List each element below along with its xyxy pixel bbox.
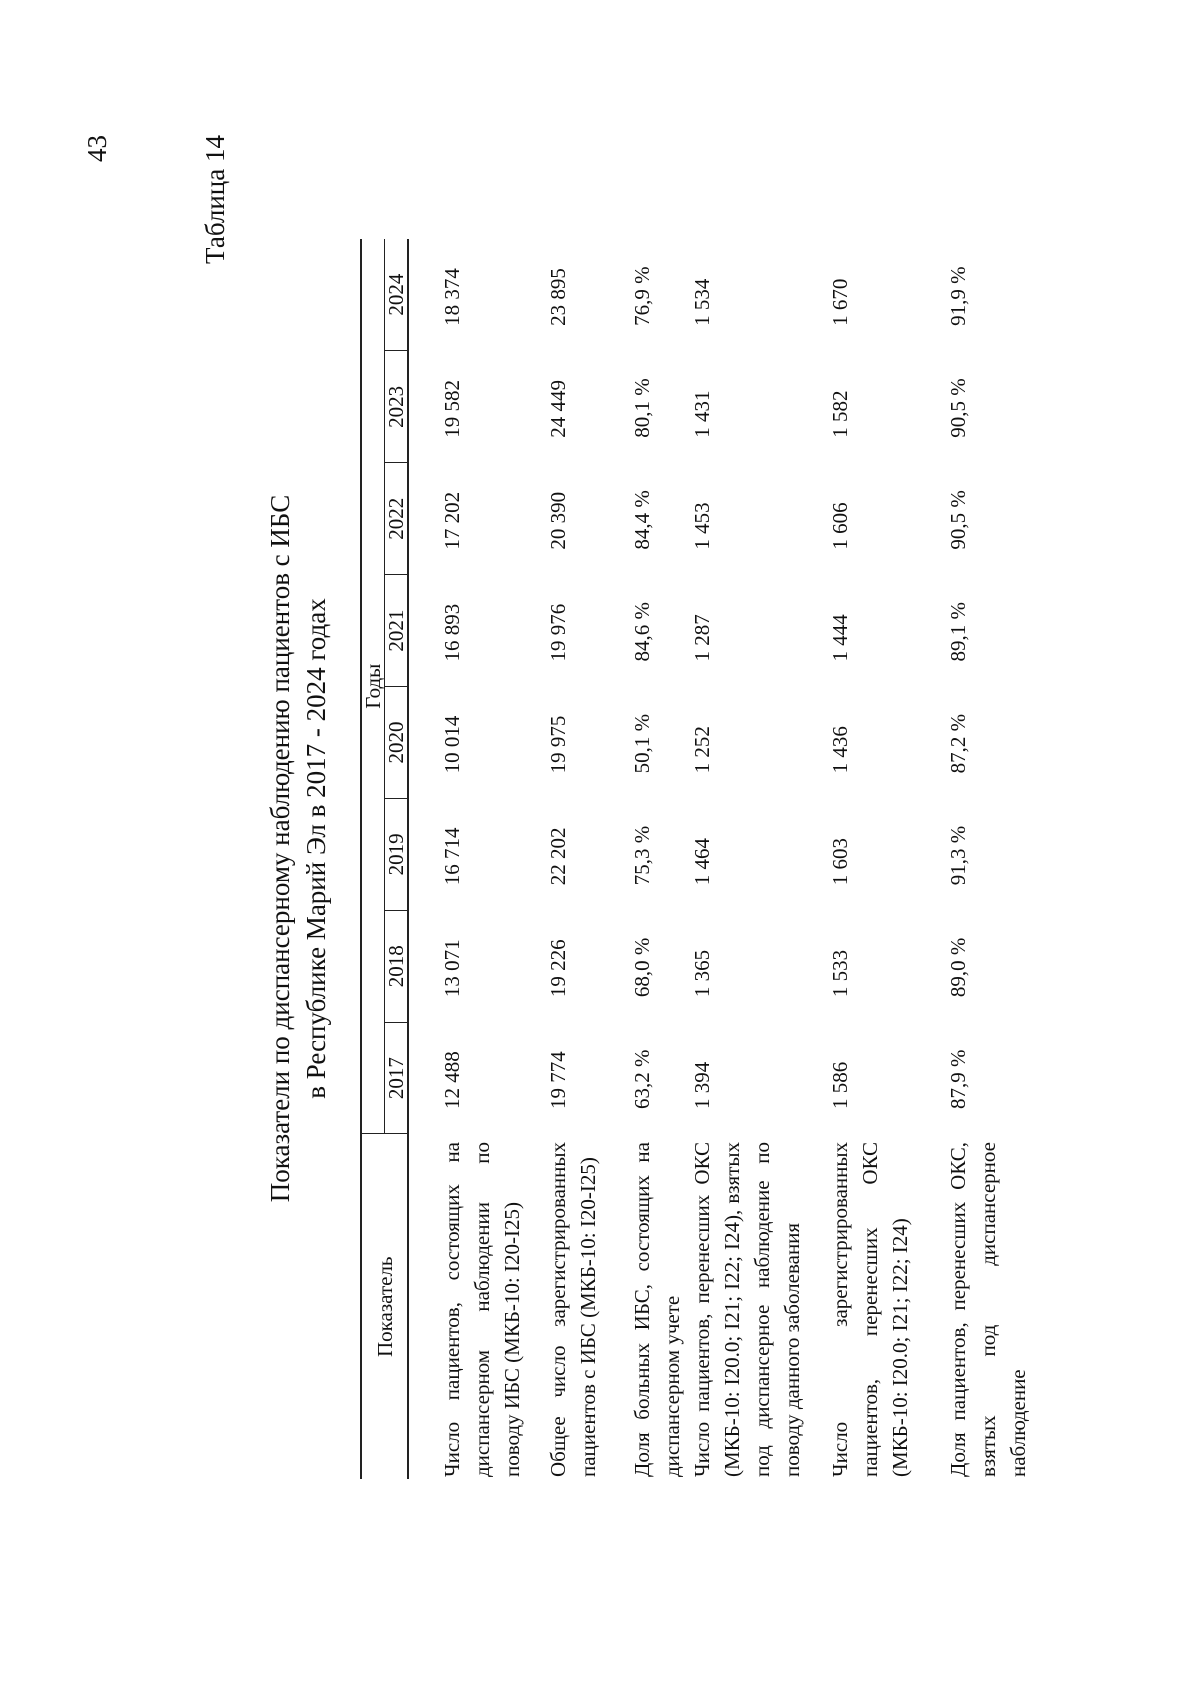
year-header: 2023 bbox=[385, 351, 409, 463]
value-cell: 22 202 bbox=[546, 827, 570, 886]
table-row bbox=[543, 239, 627, 1479]
value-cell: 87,9 % bbox=[946, 1049, 970, 1109]
value-cell: 90,5 % bbox=[946, 378, 970, 438]
year-header: 2021 bbox=[385, 575, 409, 687]
value-cell: 1 670 bbox=[828, 278, 852, 326]
value-cell: 16 714 bbox=[440, 827, 464, 886]
indicator-cell: Число пациентов, перенесших ОКС (МКБ-10: I20.0; I21; I22; I24), взятых под диспансерное наблюдение по поводу данного заболевания bbox=[690, 1142, 804, 1477]
value-cell: 80,1 % bbox=[630, 378, 654, 438]
value-cell: 91,3 % bbox=[946, 825, 970, 886]
indicator-cell: Доля пациентов, перенесших ОКС, взятых под диспансерное наблюдение bbox=[946, 1142, 1030, 1477]
indicator-cell: Общее число зарегистрированных пациентов с ИБС (МКБ-10: I20-I25) bbox=[546, 1142, 600, 1477]
table-title-line-1: Показатели по диспансерному наблюдению пациентов с ИБС bbox=[265, 494, 295, 1203]
value-cell: 19 582 bbox=[440, 380, 464, 438]
year-header: 2017 bbox=[385, 1022, 409, 1134]
table-row bbox=[408, 239, 543, 1479]
value-cell: 90,5 % bbox=[946, 490, 970, 550]
table-title-line-2: в Республике Марий Эл в 2017 - 2024 годах bbox=[301, 598, 331, 1099]
value-cell: 16 893 bbox=[440, 603, 464, 662]
year-header: 2020 bbox=[385, 687, 409, 799]
page-number: 43 bbox=[82, 135, 112, 162]
value-cell: 13 071 bbox=[440, 939, 464, 998]
value-cell: 24 449 bbox=[546, 380, 570, 438]
value-cell: 19 774 bbox=[546, 1051, 570, 1109]
table-row bbox=[627, 239, 687, 1479]
value-cell: 1 453 bbox=[690, 502, 714, 550]
table-label: Таблица 14 bbox=[200, 135, 230, 264]
value-cell: 87,2 % bbox=[946, 713, 970, 774]
year-header: 2022 bbox=[385, 463, 409, 575]
indicators-table bbox=[360, 239, 1033, 1479]
value-cell: 20 390 bbox=[546, 491, 570, 550]
table-row bbox=[825, 239, 943, 1479]
table-title bbox=[262, 0, 334, 1697]
value-cell: 84,4 % bbox=[630, 490, 654, 550]
value-cell: 84,6 % bbox=[630, 602, 654, 662]
value-cell: 1 444 bbox=[828, 614, 852, 662]
value-cell: 1 287 bbox=[690, 614, 714, 662]
indicator-cell: Число пациентов, состоящих на диспансерном наблюдении по поводу ИБС (МКБ-10: I20-I25) bbox=[440, 1142, 524, 1477]
value-cell: 10 014 bbox=[440, 715, 464, 774]
value-cell: 50,1 % bbox=[630, 713, 654, 774]
value-cell: 1 365 bbox=[690, 949, 714, 998]
value-cell: 76,9 % bbox=[630, 266, 654, 326]
indicator-cell: Доля больных ИБС, состоящих на диспансерном учете bbox=[630, 1142, 684, 1477]
value-cell: 75,3 % bbox=[630, 825, 654, 886]
value-cell: 1 252 bbox=[690, 726, 714, 774]
value-cell: 63,2 % bbox=[630, 1049, 654, 1109]
value-cell: 1 431 bbox=[690, 390, 714, 438]
value-cell: 68,0 % bbox=[630, 937, 654, 998]
value-cell: 12 488 bbox=[440, 1051, 464, 1109]
value-cell: 1 603 bbox=[828, 838, 852, 886]
value-cell: 1 586 bbox=[828, 1061, 852, 1109]
indicator-column-header: Показатель bbox=[361, 1134, 408, 1479]
table-row bbox=[943, 239, 1033, 1479]
year-header: 2018 bbox=[385, 910, 409, 1022]
years-group-header: Годы bbox=[361, 239, 385, 1134]
value-cell: 1 436 bbox=[828, 726, 852, 774]
table-row bbox=[687, 239, 825, 1479]
value-cell: 19 226 bbox=[546, 939, 570, 998]
value-cell: 1 606 bbox=[828, 502, 852, 550]
value-cell: 91,9 % bbox=[946, 266, 970, 326]
year-header: 2024 bbox=[385, 239, 409, 351]
value-cell: 1 533 bbox=[828, 949, 852, 998]
value-cell: 1 534 bbox=[690, 278, 714, 326]
value-cell: 17 202 bbox=[440, 491, 464, 550]
value-cell: 19 975 bbox=[546, 715, 570, 774]
indicator-cell: Число зарегистрированных пациентов, перенесших ОКС (МКБ-10: I20.0; I21; I22; I24) bbox=[828, 1142, 912, 1477]
value-cell: 1 582 bbox=[828, 390, 852, 438]
value-cell: 19 976 bbox=[546, 603, 570, 662]
header-row bbox=[361, 239, 385, 1479]
year-header: 2019 bbox=[385, 798, 409, 910]
value-cell: 23 895 bbox=[546, 268, 570, 326]
value-cell: 1 394 bbox=[690, 1061, 714, 1109]
value-cell: 89,1 % bbox=[946, 602, 970, 662]
value-cell: 1 464 bbox=[690, 838, 714, 886]
value-cell: 89,0 % bbox=[946, 937, 970, 998]
value-cell: 18 374 bbox=[440, 268, 464, 326]
